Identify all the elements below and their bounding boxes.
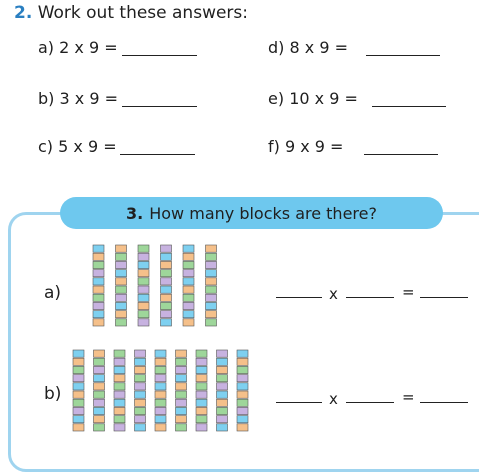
block bbox=[206, 302, 217, 309]
block bbox=[116, 302, 127, 309]
problem-expression: 8 x 9 = bbox=[289, 38, 348, 57]
problem-label: a) bbox=[38, 38, 55, 57]
block bbox=[206, 311, 217, 318]
block bbox=[196, 383, 207, 390]
block bbox=[237, 350, 248, 357]
block bbox=[161, 311, 172, 318]
part-a-label: a) bbox=[44, 283, 62, 303]
block bbox=[206, 278, 217, 285]
block bbox=[161, 319, 172, 326]
problem-label: b) bbox=[38, 89, 55, 108]
block bbox=[161, 245, 172, 252]
block bbox=[94, 350, 105, 357]
block bbox=[114, 350, 125, 357]
block bbox=[183, 294, 194, 301]
block bbox=[161, 286, 172, 293]
block bbox=[138, 311, 149, 318]
block bbox=[135, 366, 146, 373]
block bbox=[93, 302, 104, 309]
block bbox=[155, 399, 166, 406]
block bbox=[217, 366, 228, 373]
block bbox=[116, 253, 127, 260]
problem-label: d) bbox=[268, 38, 285, 57]
block bbox=[138, 261, 149, 268]
part-a-tower bbox=[93, 245, 104, 326]
block bbox=[114, 383, 125, 390]
problem-expression: 5 x 9 = bbox=[58, 137, 117, 156]
block bbox=[116, 319, 127, 326]
block bbox=[217, 407, 228, 414]
block bbox=[237, 416, 248, 423]
block bbox=[161, 294, 172, 301]
block bbox=[135, 391, 146, 398]
block bbox=[196, 391, 207, 398]
block bbox=[138, 245, 149, 252]
block bbox=[73, 383, 84, 390]
part-b-tower bbox=[196, 350, 207, 431]
block bbox=[93, 311, 104, 318]
part-a-tower bbox=[183, 245, 194, 326]
block bbox=[217, 416, 228, 423]
block bbox=[93, 319, 104, 326]
problem-expression: 9 x 9 = bbox=[284, 137, 344, 156]
block bbox=[237, 399, 248, 406]
block bbox=[217, 375, 228, 382]
block bbox=[161, 261, 172, 268]
block bbox=[183, 261, 194, 268]
block bbox=[94, 391, 105, 398]
block bbox=[237, 375, 248, 382]
block bbox=[93, 278, 104, 285]
block bbox=[73, 375, 84, 382]
block bbox=[155, 416, 166, 423]
block bbox=[73, 358, 84, 365]
part-b-tower bbox=[237, 350, 248, 431]
block bbox=[217, 424, 228, 431]
block bbox=[114, 366, 125, 373]
block bbox=[114, 391, 125, 398]
block bbox=[138, 319, 149, 326]
block bbox=[237, 391, 248, 398]
block bbox=[196, 416, 207, 423]
block bbox=[196, 350, 207, 357]
block bbox=[73, 366, 84, 373]
block bbox=[183, 302, 194, 309]
block bbox=[196, 358, 207, 365]
block bbox=[176, 391, 187, 398]
block bbox=[217, 358, 228, 365]
block bbox=[116, 286, 127, 293]
block bbox=[206, 319, 217, 326]
block bbox=[94, 416, 105, 423]
question-2-number: 2. bbox=[14, 3, 33, 23]
block bbox=[138, 253, 149, 260]
block bbox=[217, 391, 228, 398]
block bbox=[176, 366, 187, 373]
block bbox=[196, 375, 207, 382]
block bbox=[138, 302, 149, 309]
block bbox=[206, 245, 217, 252]
question-3-number: 3. bbox=[126, 203, 144, 223]
block bbox=[155, 407, 166, 414]
part-b-times: x bbox=[329, 390, 338, 408]
block bbox=[138, 286, 149, 293]
block bbox=[94, 407, 105, 414]
block bbox=[183, 319, 194, 326]
block bbox=[206, 294, 217, 301]
block bbox=[176, 375, 187, 382]
block bbox=[176, 416, 187, 423]
block bbox=[73, 424, 84, 431]
block bbox=[237, 383, 248, 390]
problem-expression: 2 x 9 = bbox=[59, 38, 118, 57]
block bbox=[196, 424, 207, 431]
block bbox=[176, 383, 187, 390]
block bbox=[114, 416, 125, 423]
block bbox=[93, 245, 104, 252]
part-a-tower bbox=[138, 245, 149, 326]
block bbox=[217, 350, 228, 357]
part-b-tower bbox=[114, 350, 125, 431]
problem-label: c) bbox=[38, 137, 54, 156]
block bbox=[161, 270, 172, 277]
block bbox=[206, 253, 217, 260]
part-b-tower bbox=[217, 350, 228, 431]
part-a-tower bbox=[116, 245, 127, 326]
block bbox=[176, 424, 187, 431]
block bbox=[237, 358, 248, 365]
block bbox=[176, 350, 187, 357]
block bbox=[206, 286, 217, 293]
block bbox=[161, 302, 172, 309]
block bbox=[93, 261, 104, 268]
block bbox=[176, 399, 187, 406]
block bbox=[183, 270, 194, 277]
block bbox=[135, 407, 146, 414]
part-b-tower bbox=[135, 350, 146, 431]
part-a-equals: = bbox=[402, 283, 415, 301]
problem-expression: 10 x 9 = bbox=[289, 89, 358, 108]
block bbox=[206, 261, 217, 268]
block bbox=[114, 407, 125, 414]
block bbox=[135, 358, 146, 365]
block bbox=[93, 286, 104, 293]
block bbox=[73, 391, 84, 398]
block bbox=[237, 424, 248, 431]
part-b-tower bbox=[176, 350, 187, 431]
block bbox=[73, 350, 84, 357]
block bbox=[116, 294, 127, 301]
block bbox=[138, 278, 149, 285]
block bbox=[135, 383, 146, 390]
block bbox=[93, 294, 104, 301]
block bbox=[135, 350, 146, 357]
block bbox=[93, 253, 104, 260]
block bbox=[135, 375, 146, 382]
block bbox=[94, 399, 105, 406]
block bbox=[217, 399, 228, 406]
block bbox=[94, 366, 105, 373]
block bbox=[183, 253, 194, 260]
block bbox=[114, 358, 125, 365]
part-b-tower bbox=[73, 350, 84, 431]
part-a-tower bbox=[161, 245, 172, 326]
part-b-tower bbox=[94, 350, 105, 431]
block bbox=[114, 424, 125, 431]
question-2-text: Work out these answers: bbox=[37, 3, 249, 23]
block bbox=[183, 311, 194, 318]
block bbox=[196, 407, 207, 414]
block bbox=[73, 399, 84, 406]
part-a-times: x bbox=[329, 285, 338, 303]
block bbox=[135, 424, 146, 431]
block bbox=[217, 383, 228, 390]
block bbox=[138, 270, 149, 277]
block bbox=[73, 407, 84, 414]
block bbox=[135, 416, 146, 423]
block bbox=[135, 399, 146, 406]
problem-label: e) bbox=[268, 89, 285, 108]
block bbox=[73, 416, 84, 423]
block bbox=[183, 286, 194, 293]
problem-label: f) bbox=[268, 137, 280, 156]
part-b-equals: = bbox=[402, 388, 415, 406]
part-b-label: b) bbox=[44, 384, 62, 404]
block bbox=[176, 358, 187, 365]
block bbox=[116, 245, 127, 252]
part-b-tower bbox=[155, 350, 166, 431]
block bbox=[114, 399, 125, 406]
block bbox=[161, 278, 172, 285]
block bbox=[94, 424, 105, 431]
block bbox=[206, 270, 217, 277]
block bbox=[94, 358, 105, 365]
block bbox=[176, 407, 187, 414]
block bbox=[116, 261, 127, 268]
block bbox=[93, 270, 104, 277]
block bbox=[237, 366, 248, 373]
block bbox=[155, 350, 166, 357]
block bbox=[161, 253, 172, 260]
problem-expression: 3 x 9 = bbox=[59, 89, 118, 108]
block bbox=[116, 270, 127, 277]
block bbox=[196, 366, 207, 373]
block bbox=[155, 366, 166, 373]
block bbox=[94, 383, 105, 390]
block bbox=[155, 424, 166, 431]
block bbox=[155, 391, 166, 398]
block bbox=[237, 407, 248, 414]
block bbox=[138, 294, 149, 301]
block bbox=[155, 375, 166, 382]
part-a-tower bbox=[206, 245, 217, 326]
block bbox=[155, 358, 166, 365]
block bbox=[94, 375, 105, 382]
block bbox=[116, 278, 127, 285]
block bbox=[116, 311, 127, 318]
block bbox=[183, 278, 194, 285]
question-3-text: How many blocks are there? bbox=[149, 203, 377, 223]
block bbox=[183, 245, 194, 252]
block bbox=[196, 399, 207, 406]
block bbox=[114, 375, 125, 382]
block bbox=[155, 383, 166, 390]
